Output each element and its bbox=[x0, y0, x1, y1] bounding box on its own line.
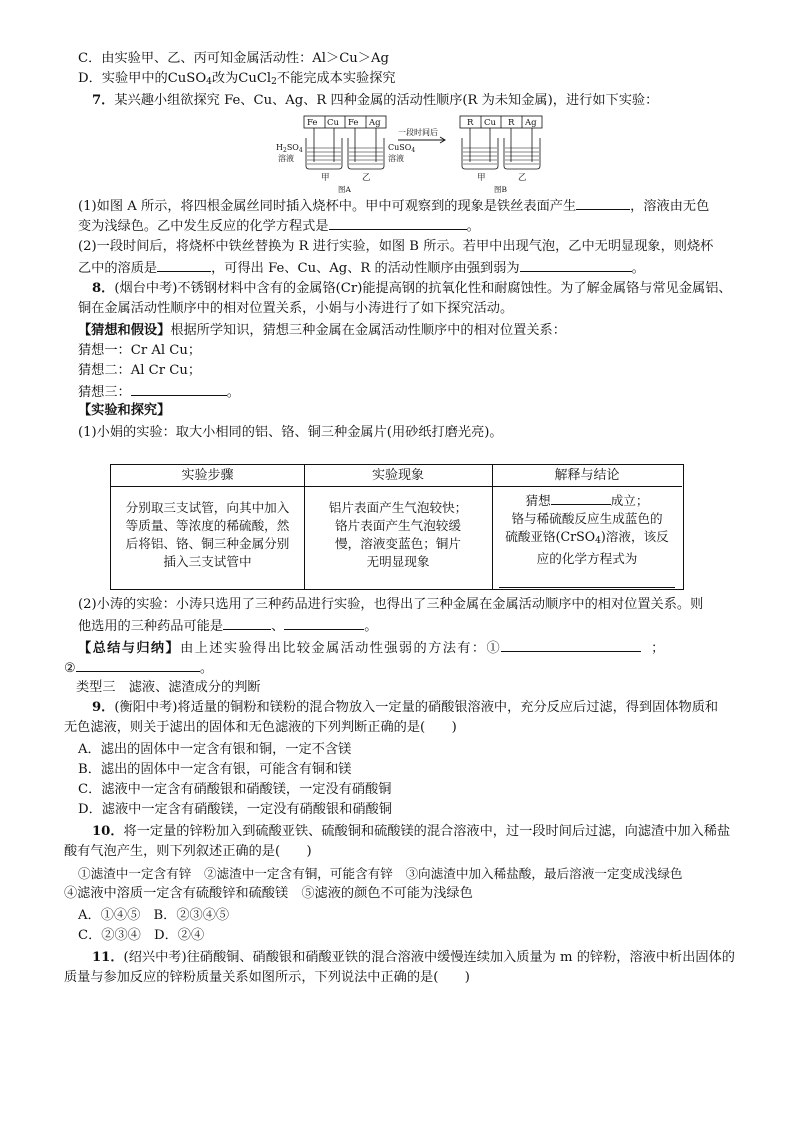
option-d: D．实验甲中的CuSO$_4$改为CuCl$_2$不能完成本实验探究 bbox=[78, 71, 396, 87]
table-cell-conclusion: 猜想 成立； 铬与稀硫酸反应生成蓝色的 硫酸亚铬(CrSO$_4$)溶液，该反 应的化学方程式为 bbox=[492, 487, 682, 589]
wire-label: Fe bbox=[348, 118, 359, 128]
table-header: 解释与结论 bbox=[492, 465, 682, 487]
q10-statements-cont: ④滤液中溶质一定含有硫酸锌和硫酸镁 ⑤滤液的颜色不可能为浅绿色 bbox=[64, 886, 473, 901]
experiment-2: (2)小涛的实验：小涛只选用了三种药品进行实验，也得出了三种金属在金属活动顺序中的相对位置关系。则 bbox=[78, 597, 704, 612]
beaker-label: 乙 bbox=[362, 173, 371, 183]
solution-label: 溶液 bbox=[278, 154, 294, 163]
question-10-cont: 酸有气泡产生，则下列叙述正确的是( ) bbox=[64, 844, 312, 859]
svg-text:H2SO4: $H_2SO_4$ bbox=[276, 143, 303, 154]
wire-label: Cu bbox=[484, 118, 496, 128]
hypothesis-1: 猜想一：Cr Al Cu； bbox=[78, 343, 202, 358]
q10-options-ab: A．①④⑤ B．②③④⑤ bbox=[78, 908, 230, 923]
question-7: 7．某兴趣小组欲探究 Fe、Cu、Ag、R 四种金属的活动性顺序(R 为未知金属)，进行如下实验： bbox=[92, 93, 659, 108]
option-c: C．由实验甲、乙、丙可知金属活动性：Al＞Cu＞Ag bbox=[78, 51, 389, 66]
section-type-3: 类型三 滤液、滤渣成分的判断 bbox=[76, 680, 261, 695]
table-header: 实验现象 bbox=[304, 465, 492, 487]
question-9-cont: 无色滤液，则关于滤出的固体和无色滤液的下列判断正确的是( ) bbox=[64, 720, 457, 735]
figure-caption: 图A bbox=[338, 185, 351, 194]
question-9: 9．(衡阳中考)将适量的铜粉和镁粉的混合物放入一定量的硝酸银溶液中，充分反应后过滤，得到固体物质和 bbox=[92, 700, 719, 715]
beaker-label: 甲 bbox=[321, 173, 330, 183]
table-cell-phenomena: 铝片表面产生气泡较快； 铬片表面产生气泡较缓 慢，溶液变蓝色；铜片 无明显现象 bbox=[328, 500, 468, 569]
wire-label: R bbox=[467, 118, 474, 128]
question-10: 10．将一定量的锌粉加入到硫酸亚铁、硫酸铜和硫酸镁的混合溶液中，过一段时间后过滤，向滤渣中加入稀盐 bbox=[92, 824, 731, 839]
question-8-cont: 铜在金属活动性顺序中的相对位置关系，小娟与小涛进行了如下探究活动。 bbox=[78, 301, 514, 316]
experiment-1: (1)小娟的实验：取大小相同的铝、铬、铜三种金属片(用砂纸打磨光亮)。 bbox=[78, 425, 503, 440]
experiment-heading: 【实验和探究】 bbox=[78, 403, 171, 418]
wire-label: Ag bbox=[369, 118, 381, 128]
hypothesis-2: 猜想二：Al Cr Cu； bbox=[78, 363, 202, 378]
beaker-label: 乙 bbox=[518, 173, 527, 183]
svg-text:CuSO4: CuSO$_4$ bbox=[388, 143, 416, 154]
solution-label: H bbox=[276, 143, 283, 152]
q7-part1-cont: 变为浅绿色。乙中发生反应的化学方程式是 。 bbox=[78, 216, 480, 236]
q7-part1: (1)如图 A 所示，将四根金属丝同时插入烧杯中。甲中可观察到的现象是铁丝表面产生 ，溶液由无色 bbox=[78, 196, 709, 216]
table-cell-steps: 分别取三支试管，向其中加入 等质量、等浓度的稀硫酸，然 后将铝、铬、铜三种金属分别 插入三支试管中 bbox=[125, 500, 290, 569]
wire-label: Ag bbox=[525, 118, 537, 128]
figure-caption: 图B bbox=[494, 185, 508, 194]
hypothesis: 【猜想和假设】根据所学知识，猜想三种金属在金属活动性顺序中的相对位置关系： bbox=[78, 323, 566, 338]
beaker-experiment-figure bbox=[274, 114, 554, 196]
question-11: 11．(绍兴中考)往硝酸铜、硝酸银和硝酸亚铁的混合溶液中缓慢连续加入质量为 m 的锌粉，溶液中析出固体的 bbox=[92, 950, 735, 965]
question-11-cont: 质量与参加反应的锌粉质量关系如图所示，下列说法中正确的是( ) bbox=[64, 970, 470, 985]
hypothesis-3: 猜想三： 。 bbox=[78, 382, 240, 402]
arrow-label: 一段时间后 bbox=[398, 128, 438, 137]
wire-label: Cu bbox=[327, 118, 339, 128]
table-header: 实验步骤 bbox=[111, 465, 304, 487]
q7-part2-cont: 乙中的溶质是 ，可得出 Fe、Cu、Ag、R 的活动性顺序由强到弱为 。 bbox=[78, 258, 645, 278]
solution-label: CuSO bbox=[388, 143, 412, 152]
wire-label: R bbox=[508, 118, 515, 128]
wire-label: Fe bbox=[307, 118, 318, 128]
summary-2: ② 。 bbox=[64, 658, 213, 678]
question-8: 8．(烟台中考)不锈钢材料中含有的金属铬(Cr)能提高钢的抗氧化性和耐腐蚀性。为了解金属铬与常见金属铝、 bbox=[92, 281, 732, 296]
q10-statements: ①滤渣中一定含有锌 ②滤渣中一定含有铜，可能含有锌 ③向滤渣中加入稀盐酸，最后溶液一定变成浅绿色 bbox=[78, 866, 683, 881]
beaker-label: 甲 bbox=[477, 173, 486, 183]
summary: 【总结与归纳】由上述实验得出比较金属活动性强弱的方法有：① ； bbox=[78, 638, 666, 658]
solution-label: 溶液 bbox=[388, 154, 404, 163]
q9-option-a: A．滤出的固体中一定含有银和铜，一定不含镁 bbox=[78, 742, 352, 757]
q7-part2: (2)一段时间后，将烧杯中铁丝替换为 R 进行实验，如图 B 所示。若甲中出现气泡，乙中无明显现象，则烧杯 bbox=[78, 239, 714, 254]
q10-options-cd: C．②③④ D．②④ bbox=[78, 928, 205, 943]
q9-option-d: D．滤液中一定含有硝酸镁，一定没有硝酸银和硝酸铜 bbox=[78, 802, 392, 817]
experiment-2-cont: 他选用的三种药品可能是 、 。 bbox=[78, 616, 377, 636]
q9-option-c: C．滤液中一定含有硝酸银和硝酸镁，一定没有硝酸铜 bbox=[78, 782, 392, 797]
experiment-table bbox=[110, 464, 684, 590]
q9-option-b: B．滤出的固体中一定含有银，可能含有铜和镁 bbox=[78, 762, 352, 777]
